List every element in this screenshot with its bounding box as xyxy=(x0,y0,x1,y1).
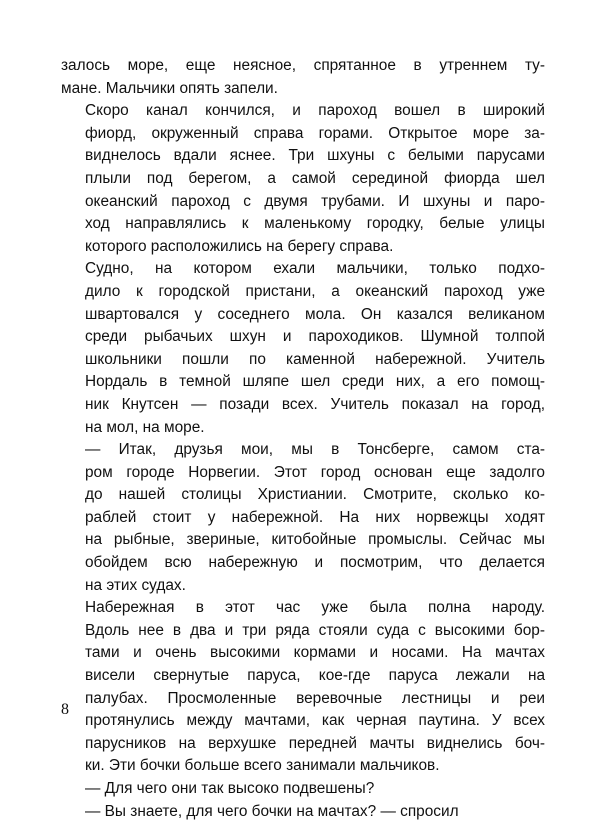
text-line: — Для чего они так высоко подвешены? xyxy=(85,780,375,797)
text-line: дило к городской пристани, а океанский пароход уже xyxy=(85,282,545,300)
text-line: ки. Эти бочки больше всего занимали мальчиков. xyxy=(85,757,440,775)
text-line: которого расположились на берегу справа. xyxy=(85,237,394,255)
paragraph xyxy=(61,801,545,823)
text-line: швартовался у соседнего мола. Он казался великаном xyxy=(85,305,545,323)
book-page-text xyxy=(61,55,545,823)
text-line: Набережная в этот час уже была полна народу. xyxy=(85,599,545,617)
text-line: виднелось вдали яснее. Три шхуны с белыми парусами xyxy=(85,147,545,165)
paragraph xyxy=(61,439,545,597)
text-line: протянулись между мачтами, как черная паутина. У всех xyxy=(85,712,545,730)
paragraph xyxy=(61,55,545,100)
text-line: фиорд, окруженный справа горами. Открытое море за- xyxy=(85,124,545,142)
text-line: — Итак, друзья мои, мы в Тонсберге, самом ста- xyxy=(85,441,545,459)
text-line: — Вы знаете, для чего бочки на мачтах? — спросил xyxy=(85,802,459,820)
page-number: 8 xyxy=(61,701,69,718)
text-line: школьники пошли по каменной набережной. Учитель xyxy=(85,350,545,368)
text-line: мане. Мальчики опять запели. xyxy=(61,79,278,97)
text-line: на рыбные, звериные, китобойные промыслы. Сейчас мы xyxy=(85,531,545,549)
text-line: тами и очень высокими кормами и носами. На мачтах xyxy=(85,644,545,662)
text-line: среди рыбачьих шхун и пароходиков. Шумной толпой xyxy=(85,328,545,346)
text-line: раблей стоит у набережной. На них норвежцы ходят xyxy=(85,508,545,526)
text-line: Скоро канал кончился, и пароход вошел в широкий xyxy=(85,102,545,120)
text-line: до нашей столицы Христиании. Смотрите, сколько ко- xyxy=(85,486,545,504)
text-line: ход направлялись к маленькому городку, белые улицы xyxy=(85,215,545,233)
text-line: ник Кнутсен — позади всех. Учитель показал на город, xyxy=(85,395,545,413)
text-line: Нордаль в темной шляпе шел среди них, а его помощ- xyxy=(85,373,545,391)
paragraph xyxy=(61,778,545,801)
text-line: океанский пароход с двумя трубами. И шхуны и паро- xyxy=(85,192,545,210)
text-line: палубах. Просмоленные веревочные лестницы и реи xyxy=(85,689,545,707)
text-line: Вдоль нее в два и три ряда стояли суда с высокими бор- xyxy=(85,621,545,639)
text-line: ром городе Норвегии. Этот город основан еще задолго xyxy=(85,463,545,481)
text-line: Судно, на котором ехали мальчики, только подхо- xyxy=(85,260,545,278)
text-line: залось море, еще неясное, спрятанное в утреннем ту- xyxy=(61,57,545,74)
text-line: на мол, на море. xyxy=(85,418,205,436)
text-line: плыли под берегом, а самой серединой фиорда шел xyxy=(85,169,545,187)
text-line: на этих судах. xyxy=(85,576,186,594)
text-line: висели свернутые паруса, кое-где паруса лежали на xyxy=(85,667,545,685)
text-line: обойдем всю набережную и посмотрим, что делается xyxy=(85,554,545,572)
text-line: парусников на верхушке передней мачты виднелись боч- xyxy=(85,734,545,752)
paragraph xyxy=(61,100,545,258)
paragraph xyxy=(61,258,545,439)
paragraph xyxy=(61,597,545,778)
